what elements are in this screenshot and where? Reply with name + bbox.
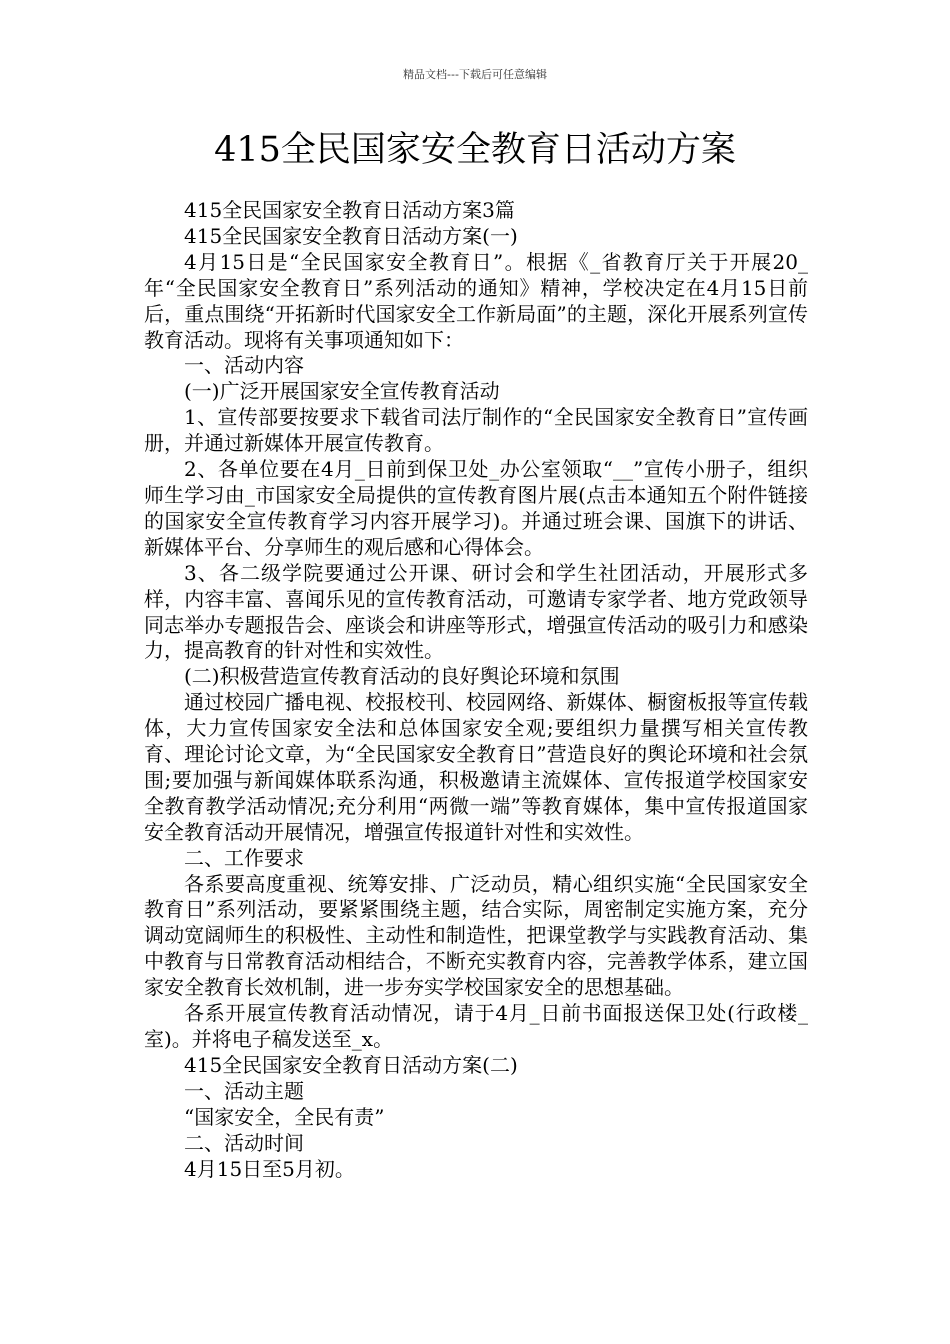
paragraph: 各系开展宣传教育活动情况，请于4月_日前书面报送保卫处(行政楼_室)。并将电子稿发送至_x。 bbox=[144, 1001, 808, 1051]
paragraph: 1、宣传部要按要求下载省司法厅制作的“全民国家安全教育日”宣传画册，并通过新媒体开展宣传教育。 bbox=[144, 405, 808, 456]
paragraph: 通过校园广播电视、校报校刊、校园网络、新媒体、橱窗板报等宣传载体，大力宣传国家安全法和总体国家安全观;要组织力量撰写相关宣传教育、理论讨论文章，为“全民国家安全教育日”营造良好的舆论环境和社会氛围;要加强与新闻媒体联系沟通，积极邀请主流媒体、宣传报道学校国家安全教育教学活动情况;充分利用“两微一端”等教育媒体，集中宣传报道国家安全教育活动开展情况，增强宣传报道针对性和实效性。 bbox=[144, 690, 808, 844]
paragraph: 一、活动内容 bbox=[184, 353, 304, 378]
document-body bbox=[144, 198, 808, 1182]
paragraph: 415全民国家安全教育日活动方案(一) bbox=[184, 223, 518, 248]
paragraph: (二)积极营造宣传教育活动的良好舆论环境和氛围 bbox=[184, 664, 620, 689]
document-title: 415全民国家安全教育日活动方案 bbox=[214, 130, 736, 170]
paragraph: 415全民国家安全教育日活动方案(二) bbox=[184, 1052, 518, 1077]
paragraph: 3、各二级学院要通过公开课、研讨会和学生社团活动，开展形式多样，内容丰富、喜闻乐见的宣传教育活动，可邀请专家学者、地方党政领导同志举办专题报告会、座谈会和讲座等形式，增强宣传活动的吸引力和感染力，提高教育的针对性和实效性。 bbox=[144, 560, 808, 663]
paragraph: 2、各单位要在4月_日前到保卫处_办公室领取“__”宣传小册子，组织师生学习由_市国家安全局提供的宣传教育图片展(点击本通知五个附件链接的国家安全宣传教育学习内容开展学习)。并通过班会课、国旗下的讲话、新媒体平台、分享师生的观后感和心得体会。 bbox=[144, 457, 808, 559]
paragraph: “国家安全，全民有责” bbox=[184, 1104, 385, 1129]
paragraph: (一)广泛开展国家安全宣传教育活动 bbox=[184, 379, 500, 404]
paragraph: 二、工作要求 bbox=[184, 845, 304, 870]
page-header: 精品文档---下载后可任意编辑 bbox=[403, 68, 547, 81]
paragraph: 一、活动主题 bbox=[184, 1078, 304, 1103]
paragraph: 4月15日是“全民国家安全教育日”。根据《_省教育厅关于开展20_年“全民国家安全教育日”系列活动的通知》精神，学校决定在4月15日前后，重点围绕“开拓新时代国家安全工作新局面”的主题，深化开展系列宣传教育活动。现将有关事项通知如下： bbox=[144, 249, 808, 352]
paragraph: 4月15日至5月初。 bbox=[184, 1156, 355, 1181]
paragraph: 各系要高度重视、统筹安排、广泛动员，精心组织实施“全民国家安全教育日”系列活动，要紧紧围绕主题，结合实际，周密制定实施方案，充分调动宽阔师生的积极性、主动性和制造性，把课堂教学与实践教育活动、集中教育与日常教育活动相结合，不断充实教育内容，完善教学体系，建立国家安全教育长效机制，进一步夯实学校国家安全的思想基础。 bbox=[144, 871, 808, 1000]
paragraph: 二、活动时间 bbox=[184, 1130, 304, 1155]
paragraph: 415全民国家安全教育日活动方案3篇 bbox=[184, 198, 515, 222]
